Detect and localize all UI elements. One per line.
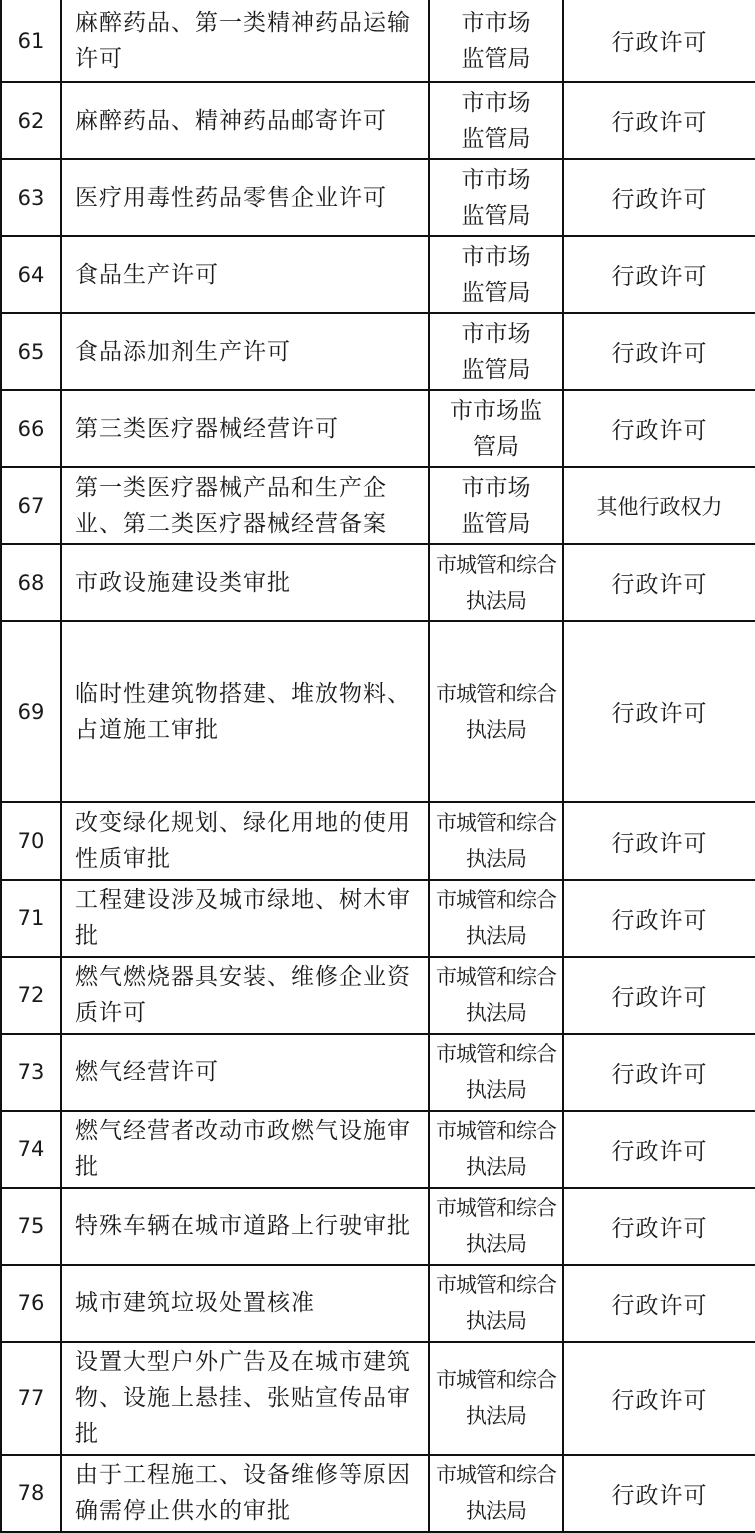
- item-name: 工程建设涉及城市绿地、树木审批: [61, 880, 429, 957]
- item-name: 城市建筑垃圾处置核准: [61, 1265, 429, 1342]
- row-number: 72: [1, 957, 61, 1034]
- department: 市市场监管局: [429, 236, 563, 313]
- row-number: 78: [1, 1455, 61, 1532]
- department: 市城管和综合执法局: [429, 544, 563, 621]
- item-name: 特殊车辆在城市道路上行驶审批: [61, 1188, 429, 1265]
- row-number: 74: [1, 1111, 61, 1188]
- department: 市市场监管局: [429, 0, 563, 82]
- power-type: 行政许可: [563, 236, 755, 313]
- item-name: 改变绿化规划、绿化用地的使用性质审批: [61, 802, 429, 879]
- table-row: [1, 1111, 755, 1188]
- table-row: [1, 467, 755, 544]
- item-name: 燃气经营许可: [61, 1034, 429, 1111]
- row-number: 77: [1, 1342, 61, 1455]
- row-number: 64: [1, 236, 61, 313]
- row-number: 66: [1, 390, 61, 467]
- item-name: 市政设施建设类审批: [61, 544, 429, 621]
- power-type: 行政许可: [563, 1034, 755, 1111]
- row-number: 68: [1, 544, 61, 621]
- row-number: 73: [1, 1034, 61, 1111]
- item-name: 麻醉药品、精神药品邮寄许可: [61, 82, 429, 159]
- power-type: 行政许可: [563, 1188, 755, 1265]
- department: 市市场监管局: [429, 82, 563, 159]
- table-row: [1, 802, 755, 879]
- department: 市市场监管局: [429, 159, 563, 236]
- row-number: 71: [1, 880, 61, 957]
- power-type: 行政许可: [563, 313, 755, 390]
- power-type: 行政许可: [563, 621, 755, 802]
- item-name: 第一类医疗器械产品和生产企业、第二类医疗器械经营备案: [61, 467, 429, 544]
- item-name: 临时性建筑物搭建、堆放物料、占道施工审批: [61, 621, 429, 802]
- department: 市城管和综合执法局: [429, 1034, 563, 1111]
- table-row: [1, 621, 755, 802]
- power-type: 行政许可: [563, 1111, 755, 1188]
- department: 市城管和综合执法局: [429, 1188, 563, 1265]
- power-type: 行政许可: [563, 1342, 755, 1455]
- table-row: [1, 236, 755, 313]
- row-number: 62: [1, 82, 61, 159]
- department: 市城管和综合执法局: [429, 957, 563, 1034]
- power-type: 行政许可: [563, 802, 755, 879]
- item-name: 食品添加剂生产许可: [61, 313, 429, 390]
- department: 市城管和综合执法局: [429, 1265, 563, 1342]
- item-name: 第三类医疗器械经营许可: [61, 390, 429, 467]
- power-type: 行政许可: [563, 1455, 755, 1532]
- table-row: [1, 390, 755, 467]
- row-number: 63: [1, 159, 61, 236]
- table-row: [1, 82, 755, 159]
- item-name: 设置大型户外广告及在城市建筑物、设施上悬挂、张贴宣传品审批: [61, 1342, 429, 1455]
- power-type: 行政许可: [563, 82, 755, 159]
- table-row: [1, 1342, 755, 1455]
- power-type: 行政许可: [563, 390, 755, 467]
- department: 市城管和综合执法局: [429, 802, 563, 879]
- power-type: 行政许可: [563, 159, 755, 236]
- item-name: 燃气燃烧器具安装、维修企业资质许可: [61, 957, 429, 1034]
- table-row: [1, 1188, 755, 1265]
- row-number: 67: [1, 467, 61, 544]
- power-type: 行政许可: [563, 544, 755, 621]
- power-type: 行政许可: [563, 880, 755, 957]
- item-name: 由于工程施工、设备维修等原因确需停止供水的审批: [61, 1455, 429, 1532]
- department: 市市场监管局: [429, 467, 563, 544]
- department: 市城管和综合执法局: [429, 1111, 563, 1188]
- table-row: [1, 159, 755, 236]
- power-type: 行政许可: [563, 0, 755, 82]
- table-row: [1, 880, 755, 957]
- row-number: 75: [1, 1188, 61, 1265]
- item-name: 医疗用毒性药品零售企业许可: [61, 159, 429, 236]
- item-name: 燃气经营者改动市政燃气设施审批: [61, 1111, 429, 1188]
- table-row: [1, 313, 755, 390]
- department: 市城管和综合执法局: [429, 1455, 563, 1532]
- row-number: 65: [1, 313, 61, 390]
- table-row: [1, 957, 755, 1034]
- row-number: 76: [1, 1265, 61, 1342]
- table-row: [1, 1034, 755, 1111]
- department: 市城管和综合执法局: [429, 621, 563, 802]
- table-row: [1, 0, 755, 82]
- item-name: 麻醉药品、第一类精神药品运输许可: [61, 0, 429, 82]
- department: 市城管和综合执法局: [429, 1342, 563, 1455]
- table-row: [1, 544, 755, 621]
- department: 市市场监管局: [429, 390, 563, 467]
- row-number: 70: [1, 802, 61, 879]
- table-row: [1, 1265, 755, 1342]
- department: 市市场监管局: [429, 313, 563, 390]
- power-type: 行政许可: [563, 1265, 755, 1342]
- table-row: [1, 1455, 755, 1532]
- item-name: 食品生产许可: [61, 236, 429, 313]
- row-number: 61: [1, 0, 61, 82]
- department: 市城管和综合执法局: [429, 880, 563, 957]
- power-type: 其他行政权力: [563, 467, 755, 544]
- power-type: 行政许可: [563, 957, 755, 1034]
- row-number: 69: [1, 621, 61, 802]
